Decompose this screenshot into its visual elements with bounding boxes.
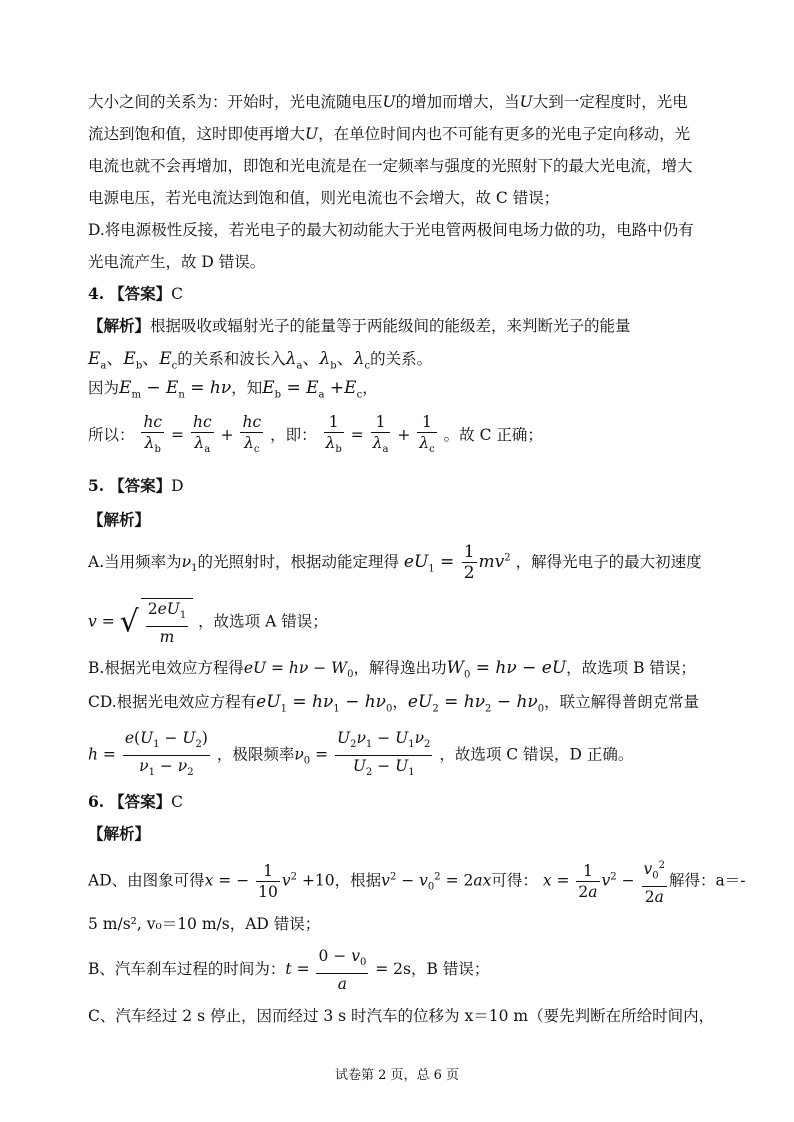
page-footer: 试卷第 2 页，总 6 页 bbox=[334, 1068, 460, 1083]
q5-answer-line: 5. 【答案】D bbox=[88, 476, 184, 495]
q3-line-5: D.将电源极性反接，若光电子的最大初动能大于光电管两极间电场力做的功，电路中仍有 bbox=[88, 221, 694, 239]
q5-option-cd-line-1: CD.根据光电效应方程有$eU_1 = h\nu_1 - h\nu_0$，$eU_2 = h\nu_2 - h\nu_0$，联立解得普朗克常量 bbox=[88, 692, 700, 715]
q5-number: 5. bbox=[88, 476, 105, 495]
q6-option-c-line: C、汽车经过 2 s 停止，因而经过 3 s 时汽车的位移为 x＝10 m（要先判断在所给时间内， bbox=[88, 1007, 715, 1025]
q6-option-ad-line-2: 5 m/s², v₀＝10 m/s，AD 错误； bbox=[88, 915, 321, 933]
q4-analysis-line: 【解析】根据吸收或辐射光子的能量等于两能级间的能级差，来判断光子的能量 bbox=[88, 316, 631, 335]
q4-answer: C bbox=[171, 285, 184, 303]
q6-option-b-line: B、汽车刹车过程的时间为：t = $\frac{0 - v_0}{a}$ = 2s，B 错误； bbox=[88, 947, 490, 994]
q4-formula-line-2: 因为$E_m - E_n = h\nu$，知$E_b = E_a +E_c$， bbox=[88, 378, 378, 401]
q4-formula-line-1: $E_a$、$E_b$、$E_c$的关系和波长入$\lambda_a$、$\lambda_b$、$\lambda_c$的关系。 bbox=[88, 349, 433, 372]
q4-answer-tag: 【答案】 bbox=[109, 284, 172, 303]
q3-line-6: 光电流产生，故 D 错误。 bbox=[88, 253, 266, 271]
q4-formula-line-3: 所以： $\frac{hc}{\lambda_b}$ = $\frac{hc}{\lambda_a}$ + $\frac{hc}{\lambda_c}$ ，即： $\frac{1}{\lambda_b}$ = $\frac{1}{\lambda_a}$ + $\frac{1}{\lambda_c}$ 。故 C 正确； bbox=[88, 413, 543, 456]
q6-number: 6. bbox=[88, 792, 105, 811]
q4-number: 4. bbox=[88, 284, 105, 303]
q5-option-b-line: B.根据光电效应方程得eU = $h\nu - W_0$，解得逸出功$W_0 = h\nu$ − eU，故选项 B 错误； bbox=[88, 658, 696, 681]
q5-analysis-tag: 【解析】 bbox=[88, 510, 151, 529]
q5-option-a-line-2: v = √ $\frac{2eU_1}{m}$ ，故选项 A 错误； bbox=[88, 600, 328, 647]
q5-option-a-line-1: A.当用频率为$\nu_1$的光照射时，根据动能定理得 $eU_1$ = $\frac{1}{2}$ $mv^2$ ，解得光电子的最大初速度 bbox=[88, 542, 702, 583]
q6-answer: C bbox=[171, 793, 184, 811]
q3-line-3: 电流也就不会再增加，即饱和光电流是在一定频率与强度的光照射下的最大光电流，增大 bbox=[88, 157, 693, 175]
q3-line-1: 大小之间的关系为：开始时，光电流随电压U的增加而增大，当U大到一定程度时，光电 bbox=[88, 93, 688, 111]
q5-answer: D bbox=[171, 477, 184, 495]
q3-line-4: 电源电压，若光电流达到饱和值，则光电流也不会增大，故 C 错误； bbox=[88, 189, 560, 207]
q6-option-ad-line-1: AD、由图象可得x = − $\frac{1}{10}$ $v^2 +10$，根据$v^2 - v_0^2 = 2ax$可得： x = $\frac{1}{2a}$ $v^2$ − $\frac{v_0^2}{2a}$ 解得：a＝- bbox=[88, 856, 746, 907]
q4-answer-line bbox=[88, 282, 183, 304]
q3-line-2: 流达到饱和值，这时即使再增大U，在单位时间内也不可能有更多的光电子定向移动，光 bbox=[88, 125, 691, 143]
q6-answer-line: 6. 【答案】C bbox=[88, 792, 184, 811]
q5-option-cd-line-2: h = $\frac{e(U_1 - U_2)}{\nu_1 - \nu_2}$ ，极限频率$\nu_0$ = $\frac{U_2\nu_1 - U_1\nu_2}{U_2 - U_1}$ ，故选项 C 错误，D 正确。 bbox=[88, 729, 634, 779]
q6-analysis-tag: 【解析】 bbox=[88, 824, 151, 843]
